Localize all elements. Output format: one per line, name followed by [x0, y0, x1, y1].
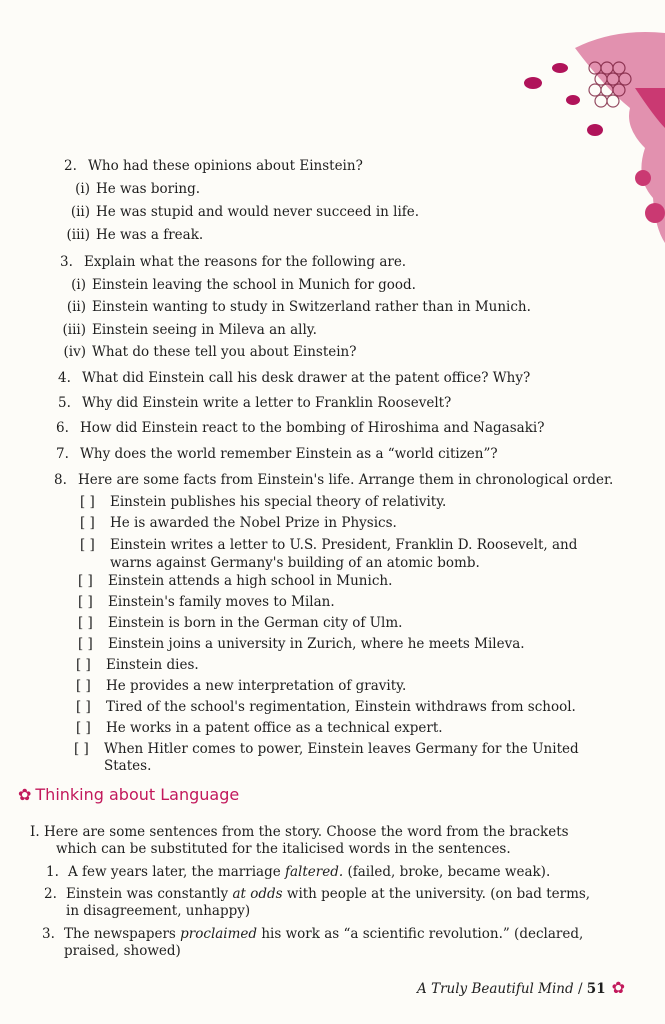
item-text: He was a freak.	[96, 227, 204, 243]
question-number: 8.	[54, 472, 67, 488]
answer-box: [ ]	[78, 636, 93, 652]
flower-icon: ✿	[611, 978, 625, 997]
question-3-item-4	[60, 344, 356, 361]
page-number: 51	[586, 981, 606, 997]
item-text: praised, showed)	[64, 943, 181, 959]
item-text: What do these tell you about Einstein?	[92, 344, 357, 360]
question-2-item-1	[64, 181, 200, 198]
item-text: The newspapers	[64, 926, 181, 942]
flower-icon: ✿	[18, 785, 32, 804]
item-number: (i)	[71, 277, 86, 293]
item-number: (ii)	[70, 204, 90, 220]
item-text: He was boring.	[96, 181, 201, 197]
item-number: 3.	[42, 926, 55, 942]
fact-item	[78, 615, 402, 632]
fact-item	[80, 537, 577, 554]
question-text: How did Einstein react to the bombing of Hiroshima and Nagasaki?	[80, 420, 545, 436]
fact-text: Einstein writes a letter to U.S. President, Franklin D. Roosevelt, and	[110, 537, 578, 553]
item-number: (iv)	[63, 344, 86, 360]
item-text: his work as “a scientific revolution.” (declared,	[257, 926, 584, 942]
fact-item	[76, 699, 576, 716]
section-heading-text: Thinking about Language	[35, 785, 240, 804]
fact-text: States.	[104, 758, 152, 774]
answer-box: [ ]	[76, 657, 91, 673]
page-footer	[417, 978, 625, 997]
question-number: 6.	[56, 420, 69, 436]
question-number: 3.	[60, 254, 73, 270]
question-text: Here are some facts from Einstein's life. Arrange them in chronological order.	[78, 472, 614, 488]
item-text: Einstein was constantly	[66, 886, 233, 902]
question-2-item-2	[64, 204, 419, 221]
question-text: Why does the world remember Einstein as a “world citizen”?	[80, 446, 498, 462]
answer-box: [ ]	[76, 678, 91, 694]
instruction-line: which can be substituted for the italicised words in the sentences.	[56, 841, 511, 857]
fact-item	[76, 720, 443, 737]
item-number: (ii)	[66, 299, 86, 315]
fact-text: Tired of the school's regimentation, Einstein withdraws from school.	[106, 699, 576, 715]
question-3-item-2	[60, 299, 531, 316]
item-number: (i)	[75, 181, 90, 197]
fact-text: Einstein joins a university in Zurich, where he meets Mileva.	[108, 636, 525, 652]
fact-text: He is awarded the Nobel Prize in Physics.	[110, 515, 397, 531]
fact-text: Einstein publishes his special theory of relativity.	[110, 494, 447, 510]
book-title: A Truly Beautiful Mind	[417, 981, 574, 997]
answer-box: [ ]	[78, 573, 93, 589]
question-3-item-3	[60, 322, 317, 339]
fact-item	[78, 636, 525, 653]
exercise-number: I.	[30, 824, 40, 840]
fact-text: warns against Germany's building of an atomic bomb.	[110, 555, 480, 571]
question-number: 7.	[56, 446, 69, 462]
question-2-item-3	[64, 227, 203, 244]
question-3-item-1	[60, 277, 416, 294]
question-number: 2.	[64, 158, 77, 174]
fact-item	[78, 573, 392, 590]
item-text: Einstein wanting to study in Switzerland rather than in Munich.	[92, 299, 531, 315]
fact-text: Einstein attends a high school in Munich.	[108, 573, 393, 589]
question-number: 4.	[58, 370, 71, 386]
item-text: in disagreement, unhappy)	[66, 903, 251, 919]
fact-item-continued	[80, 555, 480, 572]
italic-word: faltered.	[285, 864, 344, 880]
question-text: What did Einstein call his desk drawer at the patent office? Why?	[82, 370, 531, 386]
question-text: Why did Einstein write a letter to Franklin Roosevelt?	[82, 395, 452, 411]
fact-item	[80, 494, 446, 511]
section-heading	[18, 785, 239, 804]
fact-text: When Hitler comes to power, Einstein leaves Germany for the United	[104, 741, 579, 757]
fact-text: Einstein dies.	[106, 657, 199, 673]
question-text: Who had these opinions about Einstein?	[88, 158, 363, 174]
answer-box: [ ]	[80, 494, 95, 510]
fact-item	[76, 657, 199, 674]
corner-floral-illustration	[515, 28, 665, 243]
fact-item	[78, 594, 335, 611]
fact-text: He provides a new interpretation of gravity.	[106, 678, 407, 694]
item-number: 1.	[46, 864, 59, 880]
answer-box: [ ]	[78, 615, 93, 631]
fact-item-continued	[74, 758, 151, 775]
italic-word: at odds	[232, 886, 283, 902]
instruction-line: Here are some sentences from the story. Choose the word from the brackets	[44, 824, 569, 840]
item-number: (iii)	[62, 322, 86, 338]
fact-item	[80, 515, 397, 532]
question-text: Explain what the reasons for the following are.	[84, 254, 407, 270]
item-text: A few years later, the marriage	[68, 864, 285, 880]
fact-text: Einstein is born in the German city of Ulm.	[108, 615, 403, 631]
item-number: (iii)	[66, 227, 90, 243]
fact-item	[74, 741, 579, 758]
fact-text: Einstein's family moves to Milan.	[108, 594, 335, 610]
answer-box: [ ]	[80, 515, 95, 531]
item-text: Einstein leaving the school in Munich for good.	[92, 277, 416, 293]
item-number: 2.	[44, 886, 57, 902]
footer-separator: /	[573, 981, 587, 997]
answer-box: [ ]	[74, 741, 89, 757]
fact-text: He works in a patent office as a technical expert.	[106, 720, 443, 736]
answer-box: [ ]	[80, 537, 95, 553]
item-text: He was stupid and would never succeed in life.	[96, 204, 420, 220]
item-text: Einstein seeing in Mileva an ally.	[92, 322, 317, 338]
item-text: (failed, broke, became weak).	[343, 864, 551, 880]
answer-box: [ ]	[78, 594, 93, 610]
answer-box: [ ]	[76, 720, 91, 736]
answer-box: [ ]	[76, 699, 91, 715]
question-number: 5.	[58, 395, 71, 411]
italic-word: proclaimed	[180, 926, 258, 942]
fact-item	[76, 678, 406, 695]
item-text: with people at the university. (on bad terms,	[282, 886, 591, 902]
